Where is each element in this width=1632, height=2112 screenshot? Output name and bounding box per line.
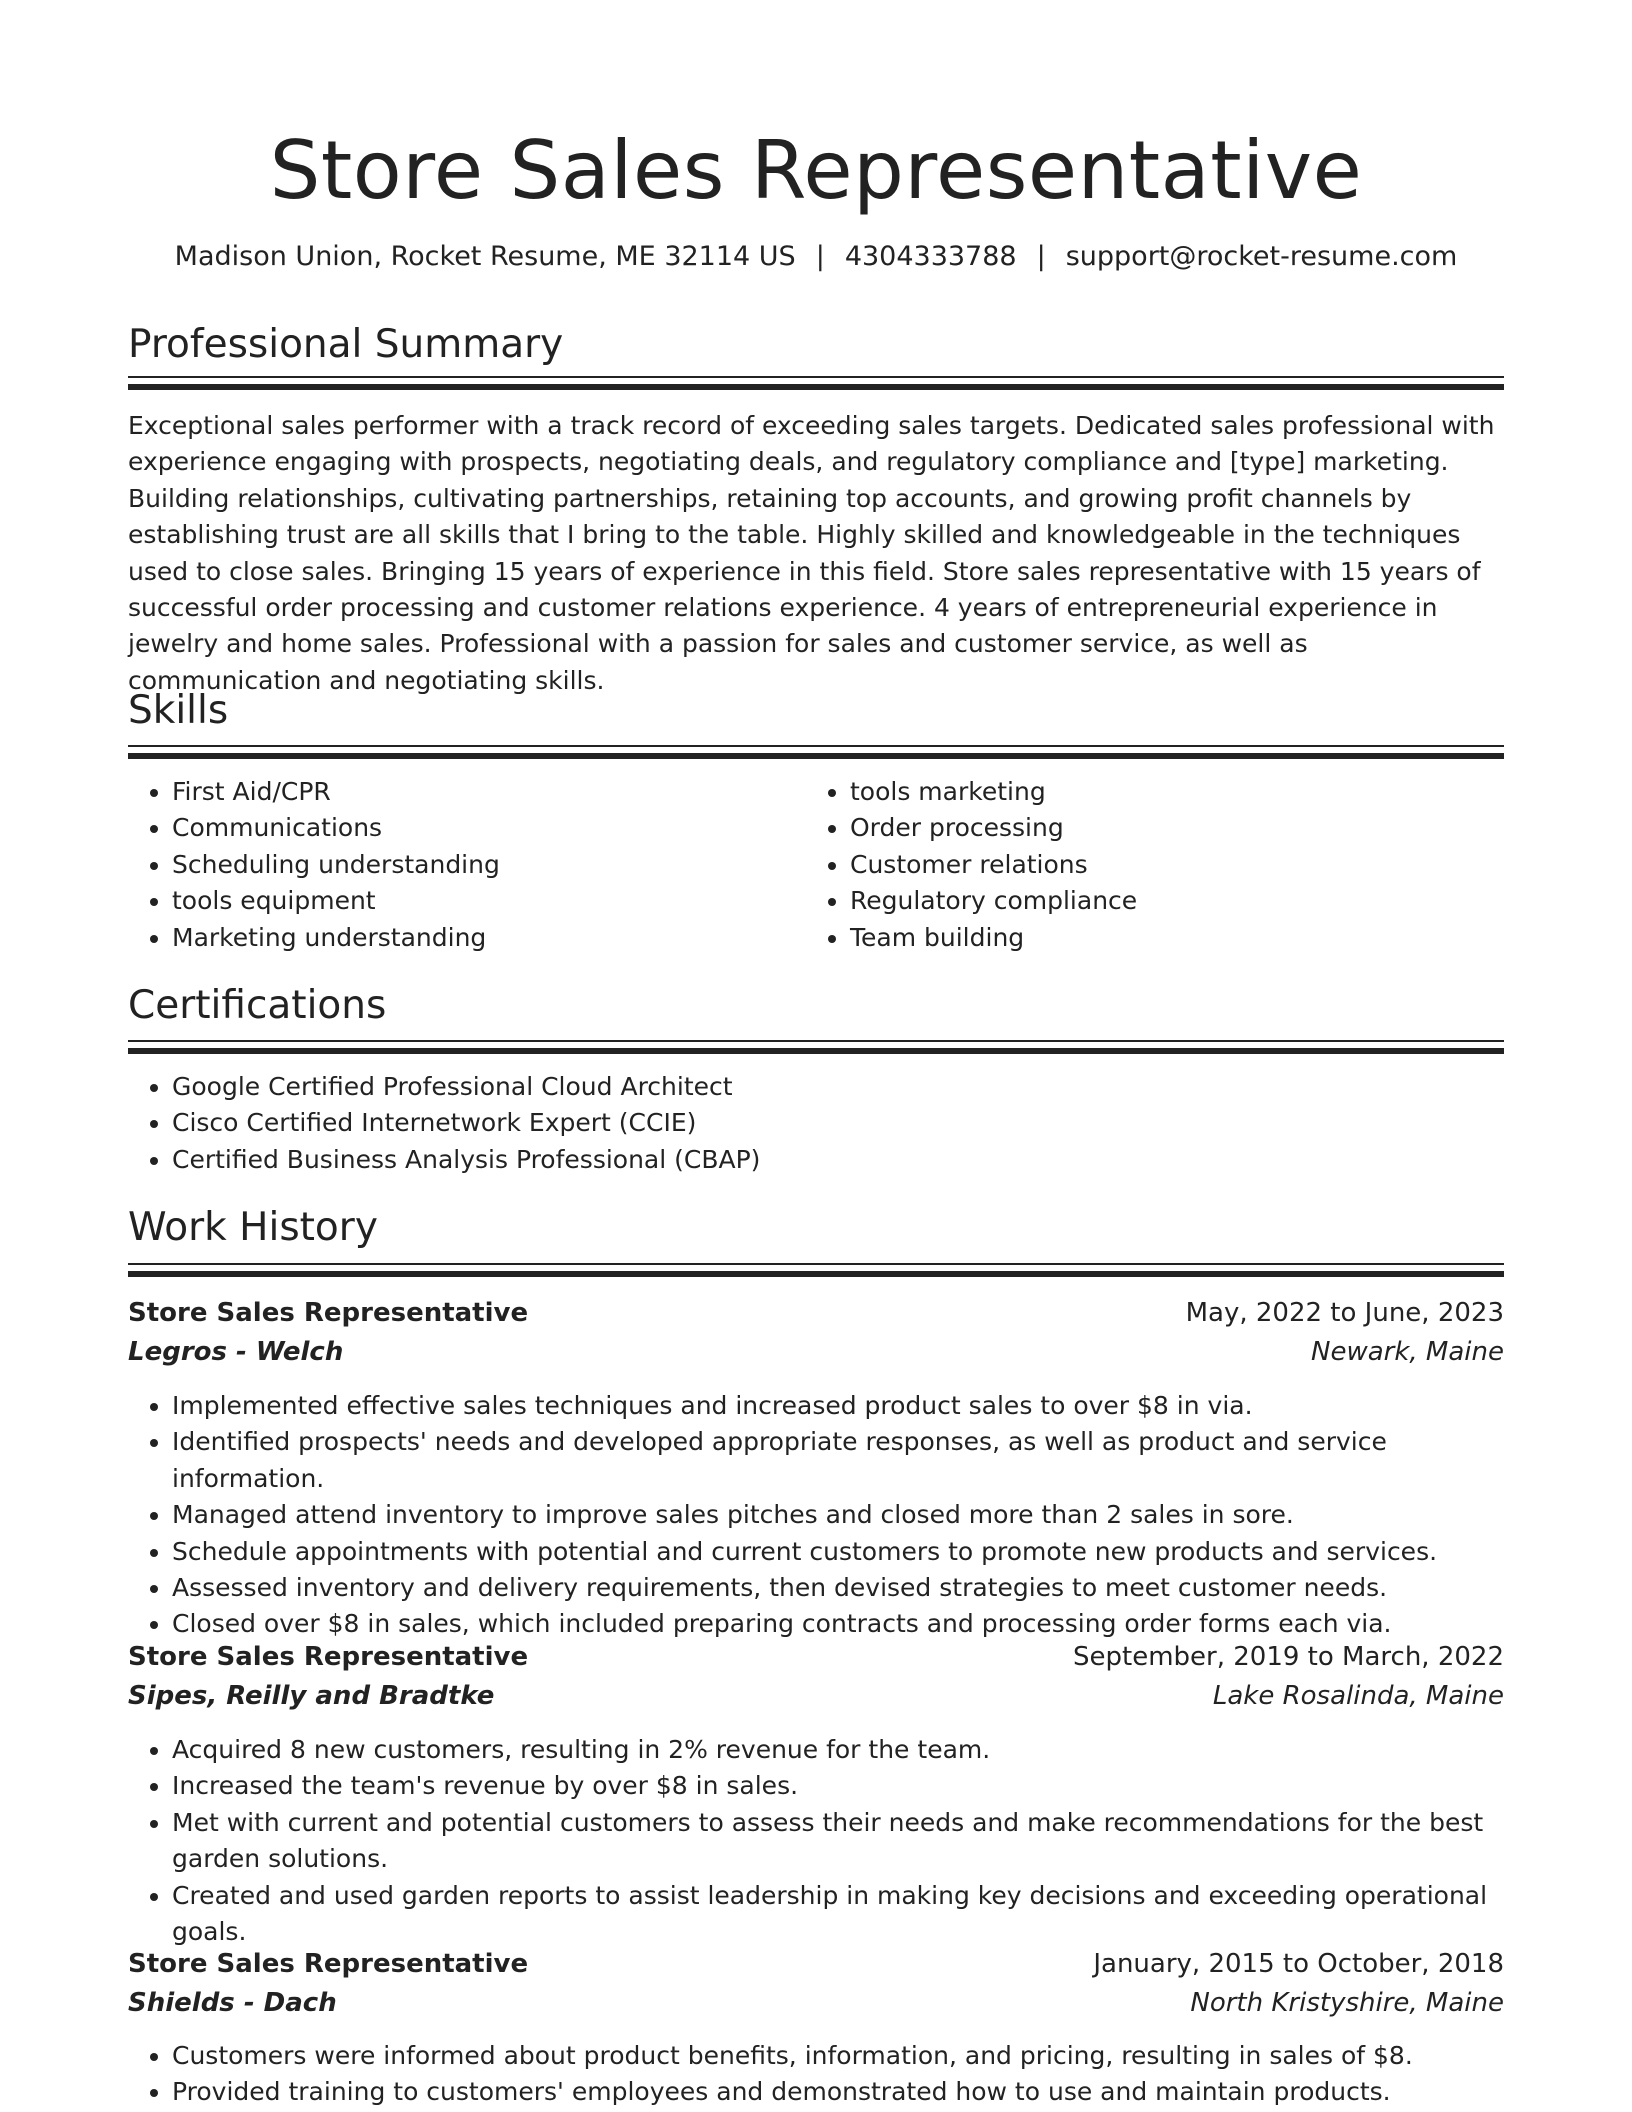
job-bullet: • Increased the team's revenue by over $8 in sales.	[172, 1768, 1504, 1804]
job-bullet: • Closed over $8 in sales, which included preparing contracts and processing order forms each via.	[172, 1606, 1504, 1642]
skills-column-left	[128, 774, 808, 956]
job-header	[128, 1945, 1504, 1985]
job-header	[128, 1638, 1504, 1678]
job-subheader	[128, 1984, 1504, 2024]
certification-item: • Cisco Certified Internetwork Expert (CCIE)	[172, 1105, 1504, 1141]
job-bullet-list	[128, 2038, 1504, 2111]
job-title: Store Sales Representative	[128, 1642, 529, 1672]
job-location: Lake Rosalinda, Maine	[1212, 1681, 1504, 1711]
section-title-work-history: Work History	[128, 1205, 378, 1250]
skill-item: • tools equipment	[172, 883, 808, 919]
contact-separator: |	[1036, 241, 1046, 272]
job-subheader	[128, 1677, 1504, 1717]
certifications-list	[128, 1069, 1504, 1178]
job-location: North Kristyshire, Maine	[1190, 1988, 1504, 2018]
resume-title: Store Sales Representative	[269, 124, 1363, 217]
job-dates: May, 2022 to June, 2023	[1185, 1298, 1504, 1328]
job-bullet: • Provided training to customers' employees and demonstrated how to use and maintain products.	[172, 2074, 1504, 2110]
certification-item: • Certified Business Analysis Professional (CBAP)	[172, 1142, 1504, 1178]
job-company: Legros - Welch	[128, 1337, 344, 1367]
job-bullet: • Acquired 8 new customers, resulting in 2% revenue for the team.	[172, 1732, 1504, 1768]
skill-item: • Customer relations	[850, 847, 1486, 883]
job-bullet: • Schedule appointments with potential and current customers to promote new products and services.	[172, 1534, 1504, 1570]
summary-text: Exceptional sales performer with a track record of exceeding sales targets. Dedicated sales professional with experience engaging with prospects, negotiating deals, and regulatory compliance and [type] marketing. Building relationships, cultivating partnerships, retaining top accounts, and growing profit channels by establishing trust are all skills that I bring to the table. Highly skilled and knowledgeable in the techniques used to close sales. Bringing 15 years of experience in this field. Store sales representative with 15 years of successful order processing and customer relations experience. 4 years of entrepreneurial experience in jewelry and home sales. Professional with a passion for sales and customer service, as well as communication and negotiating skills.	[128, 411, 1495, 695]
skill-item: • First Aid/CPR	[172, 774, 808, 810]
job-bullet-list	[128, 1732, 1504, 1950]
job-company: Shields - Dach	[128, 1988, 337, 2018]
contact-address: Madison Union, Rocket Resume, ME 32114 US	[174, 241, 796, 272]
job-bullet: • Assessed inventory and delivery requirements, then devised strategies to meet customer needs.	[172, 1570, 1504, 1606]
job-bullet: • Implemented effective sales techniques and increased product sales to over $8 in via.	[172, 1388, 1504, 1424]
section-divider	[128, 376, 1504, 390]
section-title-summary: Professional Summary	[128, 322, 564, 367]
job-dates: January, 2015 to October, 2018	[1093, 1949, 1504, 1979]
job-title: Store Sales Representative	[128, 1298, 529, 1328]
job-title: Store Sales Representative	[128, 1949, 529, 1979]
job-bullet: • Created and used garden reports to assist leadership in making key decisions and exceeding operational goals.	[172, 1878, 1504, 1951]
contact-email: support@rocket-resume.com	[1065, 241, 1458, 272]
job-bullet: • Met with current and potential customers to assess their needs and make recommendations for the best garden solutions.	[172, 1805, 1504, 1878]
job-subheader	[128, 1333, 1504, 1373]
skill-item: • Marketing understanding	[172, 920, 808, 956]
job-company: Sipes, Reilly and Bradtke	[128, 1681, 495, 1711]
job-dates: September, 2019 to March, 2022	[1073, 1642, 1504, 1672]
job-location: Newark, Maine	[1311, 1337, 1504, 1367]
skill-item: • Order processing	[850, 810, 1486, 846]
skills-column-right	[806, 774, 1486, 956]
skill-item: • Scheduling understanding	[172, 847, 808, 883]
job-bullet-list	[128, 1388, 1504, 1643]
section-title-certifications: Certifications	[128, 983, 387, 1028]
job-bullet: • Identified prospects' needs and developed appropriate responses, as well as product and service information.	[172, 1424, 1504, 1497]
skill-item: • Team building	[850, 920, 1486, 956]
section-divider	[128, 1040, 1504, 1054]
job-bullet: • Customers were informed about product benefits, information, and pricing, resulting in sales of $8.	[172, 2038, 1504, 2074]
section-title-skills: Skills	[128, 688, 229, 733]
section-divider	[128, 1263, 1504, 1277]
contact-separator: |	[815, 241, 825, 272]
section-divider	[128, 745, 1504, 759]
skill-item: • tools marketing	[850, 774, 1486, 810]
skill-item: • Communications	[172, 810, 808, 846]
job-bullet: • Managed attend inventory to improve sales pitches and closed more than 2 sales in sore.	[172, 1497, 1504, 1533]
contact-line	[128, 238, 1504, 276]
skill-item: • Regulatory compliance	[850, 883, 1486, 919]
certification-item: • Google Certified Professional Cloud Architect	[172, 1069, 1504, 1105]
job-header	[128, 1294, 1504, 1334]
contact-phone: 4304333788	[844, 241, 1017, 272]
